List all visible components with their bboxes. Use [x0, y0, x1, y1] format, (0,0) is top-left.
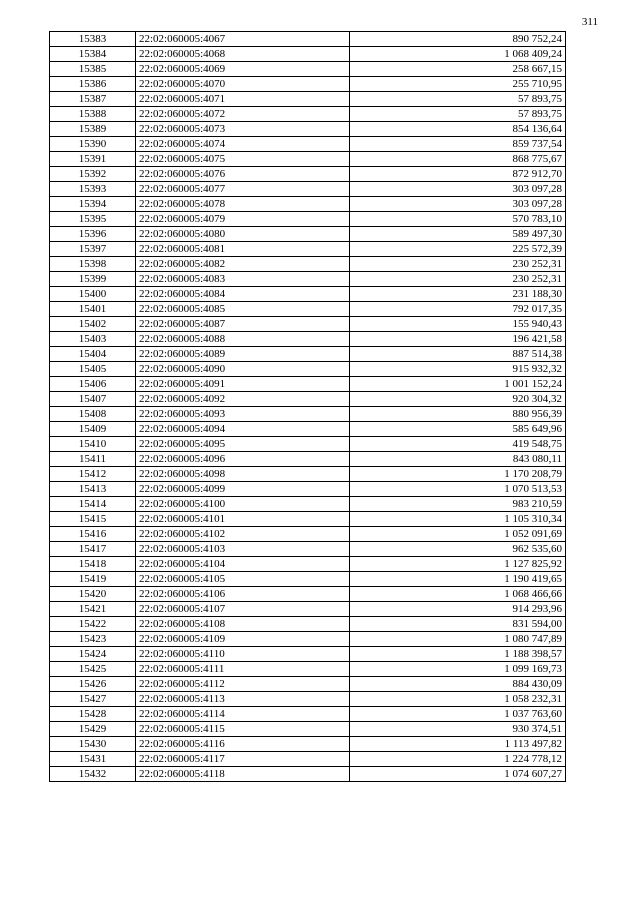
cadastral-number-cell: 22:02:060005:4073: [136, 122, 350, 137]
row-number-cell: 15417: [50, 542, 136, 557]
table-row: [50, 227, 566, 242]
cadastral-number-cell: 22:02:060005:4101: [136, 512, 350, 527]
cadastral-value-cell: 1 099 169,73: [350, 662, 566, 677]
table-row: [50, 602, 566, 617]
table-row: [50, 122, 566, 137]
cadastral-value-cell: 1 127 825,92: [350, 557, 566, 572]
cadastral-number-cell: 22:02:060005:4090: [136, 362, 350, 377]
row-number-cell: 15422: [50, 617, 136, 632]
row-number-cell: 15393: [50, 182, 136, 197]
table-row: [50, 557, 566, 572]
table-row: [50, 92, 566, 107]
row-number-cell: 15424: [50, 647, 136, 662]
cadastral-value-cell: 792 017,35: [350, 302, 566, 317]
row-number-cell: 15384: [50, 47, 136, 62]
table-row: [50, 137, 566, 152]
table-row: [50, 332, 566, 347]
cadastral-value-cell: 570 783,10: [350, 212, 566, 227]
cadastral-number-cell: 22:02:060005:4079: [136, 212, 350, 227]
cadastral-number-cell: 22:02:060005:4074: [136, 137, 350, 152]
table-row: [50, 467, 566, 482]
cadastral-value-cell: 1 190 419,65: [350, 572, 566, 587]
table-row: [50, 167, 566, 182]
cadastral-value-cell: 585 649,96: [350, 422, 566, 437]
cadastral-number-cell: 22:02:060005:4099: [136, 482, 350, 497]
cadastral-value-cell: 589 497,30: [350, 227, 566, 242]
row-number-cell: 15428: [50, 707, 136, 722]
row-number-cell: 15415: [50, 512, 136, 527]
table-row: [50, 47, 566, 62]
row-number-cell: 15429: [50, 722, 136, 737]
cadastral-value-cell: 155 940,43: [350, 317, 566, 332]
row-number-cell: 15411: [50, 452, 136, 467]
table-row: [50, 242, 566, 257]
cadastral-value-cell: 983 210,59: [350, 497, 566, 512]
cadastral-value-cell: 1 188 398,57: [350, 647, 566, 662]
cadastral-number-cell: 22:02:060005:4095: [136, 437, 350, 452]
row-number-cell: 15392: [50, 167, 136, 182]
row-number-cell: 15390: [50, 137, 136, 152]
row-number-cell: 15391: [50, 152, 136, 167]
cadastral-value-cell: 1 080 747,89: [350, 632, 566, 647]
cadastral-value-cell: 1 105 310,34: [350, 512, 566, 527]
table-row: [50, 617, 566, 632]
row-number-cell: 15413: [50, 482, 136, 497]
cadastral-number-cell: 22:02:060005:4087: [136, 317, 350, 332]
row-number-cell: 15427: [50, 692, 136, 707]
row-number-cell: 15388: [50, 107, 136, 122]
table-row: [50, 542, 566, 557]
row-number-cell: 15399: [50, 272, 136, 287]
table-row: [50, 647, 566, 662]
cadastral-value-cell: 303 097,28: [350, 197, 566, 212]
cadastral-value-cell: 1 037 763,60: [350, 707, 566, 722]
cadastral-number-cell: 22:02:060005:4110: [136, 647, 350, 662]
cadastral-number-cell: 22:02:060005:4091: [136, 377, 350, 392]
row-number-cell: 15423: [50, 632, 136, 647]
table-row: [50, 632, 566, 647]
row-number-cell: 15425: [50, 662, 136, 677]
row-number-cell: 15414: [50, 497, 136, 512]
cadastral-value-cell: 890 752,24: [350, 32, 566, 47]
row-number-cell: 15402: [50, 317, 136, 332]
cadastral-number-cell: 22:02:060005:4094: [136, 422, 350, 437]
cadastral-value-cell: 230 252,31: [350, 257, 566, 272]
row-number-cell: 15394: [50, 197, 136, 212]
cadastral-value-cell: 57 893,75: [350, 92, 566, 107]
table-row: [50, 62, 566, 77]
row-number-cell: 15401: [50, 302, 136, 317]
cadastral-number-cell: 22:02:060005:4069: [136, 62, 350, 77]
cadastral-number-cell: 22:02:060005:4093: [136, 407, 350, 422]
cadastral-value-cell: 231 188,30: [350, 287, 566, 302]
table-row: [50, 77, 566, 92]
cadastral-number-cell: 22:02:060005:4078: [136, 197, 350, 212]
row-number-cell: 15416: [50, 527, 136, 542]
table-row: [50, 377, 566, 392]
row-number-cell: 15420: [50, 587, 136, 602]
cadastral-number-cell: 22:02:060005:4096: [136, 452, 350, 467]
cadastral-number-cell: 22:02:060005:4067: [136, 32, 350, 47]
table-row: [50, 707, 566, 722]
table-row: [50, 347, 566, 362]
row-number-cell: 15406: [50, 377, 136, 392]
cadastral-value-cell: 843 080,11: [350, 452, 566, 467]
cadastral-number-cell: 22:02:060005:4103: [136, 542, 350, 557]
table-row: [50, 32, 566, 47]
cadastral-number-cell: 22:02:060005:4077: [136, 182, 350, 197]
row-number-cell: 15389: [50, 122, 136, 137]
table-row: [50, 452, 566, 467]
cadastral-value-table: [49, 31, 566, 782]
row-number-cell: 15430: [50, 737, 136, 752]
cadastral-number-cell: 22:02:060005:4075: [136, 152, 350, 167]
cadastral-value-cell: 1 052 091,69: [350, 527, 566, 542]
cadastral-number-cell: 22:02:060005:4115: [136, 722, 350, 737]
cadastral-value-cell: 1 074 607,27: [350, 767, 566, 782]
cadastral-number-cell: 22:02:060005:4108: [136, 617, 350, 632]
cadastral-number-cell: 22:02:060005:4114: [136, 707, 350, 722]
cadastral-number-cell: 22:02:060005:4107: [136, 602, 350, 617]
row-number-cell: 15400: [50, 287, 136, 302]
row-number-cell: 15409: [50, 422, 136, 437]
table-row: [50, 287, 566, 302]
row-number-cell: 15421: [50, 602, 136, 617]
table-row: [50, 302, 566, 317]
cadastral-number-cell: 22:02:060005:4076: [136, 167, 350, 182]
cadastral-number-cell: 22:02:060005:4117: [136, 752, 350, 767]
cadastral-value-cell: 859 737,54: [350, 137, 566, 152]
row-number-cell: 15395: [50, 212, 136, 227]
table-row: [50, 752, 566, 767]
row-number-cell: 15432: [50, 767, 136, 782]
cadastral-value-cell: 1 070 513,53: [350, 482, 566, 497]
table-row: [50, 662, 566, 677]
row-number-cell: 15387: [50, 92, 136, 107]
table-row: [50, 437, 566, 452]
cadastral-number-cell: 22:02:060005:4072: [136, 107, 350, 122]
cadastral-number-cell: 22:02:060005:4105: [136, 572, 350, 587]
cadastral-value-cell: 1 170 208,79: [350, 467, 566, 482]
row-number-cell: 15383: [50, 32, 136, 47]
cadastral-value-cell: 1 001 152,24: [350, 377, 566, 392]
table-row: [50, 497, 566, 512]
row-number-cell: 15405: [50, 362, 136, 377]
cadastral-number-cell: 22:02:060005:4100: [136, 497, 350, 512]
row-number-cell: 15385: [50, 62, 136, 77]
cadastral-number-cell: 22:02:060005:4092: [136, 392, 350, 407]
table-row: [50, 107, 566, 122]
cadastral-number-cell: 22:02:060005:4070: [136, 77, 350, 92]
row-number-cell: 15419: [50, 572, 136, 587]
row-number-cell: 15403: [50, 332, 136, 347]
table-row: [50, 512, 566, 527]
cadastral-value-cell: 196 421,58: [350, 332, 566, 347]
cadastral-value-cell: 887 514,38: [350, 347, 566, 362]
page-number: 311: [581, 16, 598, 28]
table-row: [50, 362, 566, 377]
cadastral-number-cell: 22:02:060005:4081: [136, 242, 350, 257]
cadastral-number-cell: 22:02:060005:4112: [136, 677, 350, 692]
cadastral-value-cell: 1 058 232,31: [350, 692, 566, 707]
table-row: [50, 152, 566, 167]
table-row: [50, 527, 566, 542]
row-number-cell: 15426: [50, 677, 136, 692]
cadastral-number-cell: 22:02:060005:4082: [136, 257, 350, 272]
cadastral-number-cell: 22:02:060005:4106: [136, 587, 350, 602]
row-number-cell: 15398: [50, 257, 136, 272]
cadastral-value-cell: 57 893,75: [350, 107, 566, 122]
table-row: [50, 422, 566, 437]
table-row: [50, 197, 566, 212]
table-row: [50, 407, 566, 422]
cadastral-number-cell: 22:02:060005:4084: [136, 287, 350, 302]
cadastral-value-cell: 880 956,39: [350, 407, 566, 422]
cadastral-value-cell: 868 775,67: [350, 152, 566, 167]
cadastral-number-cell: 22:02:060005:4098: [136, 467, 350, 482]
cadastral-number-cell: 22:02:060005:4102: [136, 527, 350, 542]
table-row: [50, 257, 566, 272]
cadastral-value-cell: 872 912,70: [350, 167, 566, 182]
cadastral-number-cell: 22:02:060005:4116: [136, 737, 350, 752]
cadastral-number-cell: 22:02:060005:4085: [136, 302, 350, 317]
cadastral-value-cell: 303 097,28: [350, 182, 566, 197]
table-row: [50, 182, 566, 197]
row-number-cell: 15397: [50, 242, 136, 257]
table-body: [50, 32, 566, 782]
cadastral-value-cell: 1 224 778,12: [350, 752, 566, 767]
row-number-cell: 15407: [50, 392, 136, 407]
table-row: [50, 767, 566, 782]
table-row: [50, 482, 566, 497]
cadastral-value-cell: 419 548,75: [350, 437, 566, 452]
row-number-cell: 15410: [50, 437, 136, 452]
cadastral-number-cell: 22:02:060005:4089: [136, 347, 350, 362]
table-row: [50, 212, 566, 227]
cadastral-value-cell: 915 932,32: [350, 362, 566, 377]
table-row: [50, 692, 566, 707]
cadastral-number-cell: 22:02:060005:4118: [136, 767, 350, 782]
cadastral-value-cell: 914 293,96: [350, 602, 566, 617]
cadastral-number-cell: 22:02:060005:4071: [136, 92, 350, 107]
table-row: [50, 272, 566, 287]
cadastral-number-cell: 22:02:060005:4088: [136, 332, 350, 347]
row-number-cell: 15404: [50, 347, 136, 362]
row-number-cell: 15408: [50, 407, 136, 422]
cadastral-number-cell: 22:02:060005:4104: [136, 557, 350, 572]
row-number-cell: 15412: [50, 467, 136, 482]
cadastral-value-cell: 225 572,39: [350, 242, 566, 257]
table-row: [50, 317, 566, 332]
cadastral-value-cell: 1 068 409,24: [350, 47, 566, 62]
cadastral-value-cell: 255 710,95: [350, 77, 566, 92]
cadastral-value-cell: 962 535,60: [350, 542, 566, 557]
cadastral-value-cell: 930 374,51: [350, 722, 566, 737]
table-row: [50, 737, 566, 752]
cadastral-number-cell: 22:02:060005:4080: [136, 227, 350, 242]
cadastral-number-cell: 22:02:060005:4083: [136, 272, 350, 287]
row-number-cell: 15396: [50, 227, 136, 242]
cadastral-value-cell: 831 594,00: [350, 617, 566, 632]
cadastral-number-cell: 22:02:060005:4109: [136, 632, 350, 647]
table-row: [50, 677, 566, 692]
cadastral-number-cell: 22:02:060005:4111: [136, 662, 350, 677]
table-row: [50, 392, 566, 407]
row-number-cell: 15431: [50, 752, 136, 767]
cadastral-value-cell: 1 068 466,66: [350, 587, 566, 602]
table-row: [50, 722, 566, 737]
table-row: [50, 587, 566, 602]
cadastral-value-cell: 230 252,31: [350, 272, 566, 287]
cadastral-value-cell: 854 136,64: [350, 122, 566, 137]
row-number-cell: 15418: [50, 557, 136, 572]
cadastral-number-cell: 22:02:060005:4068: [136, 47, 350, 62]
cadastral-value-cell: 1 113 497,82: [350, 737, 566, 752]
cadastral-value-cell: 884 430,09: [350, 677, 566, 692]
row-number-cell: 15386: [50, 77, 136, 92]
cadastral-value-cell: 920 304,32: [350, 392, 566, 407]
table-row: [50, 572, 566, 587]
cadastral-number-cell: 22:02:060005:4113: [136, 692, 350, 707]
cadastral-value-cell: 258 667,15: [350, 62, 566, 77]
